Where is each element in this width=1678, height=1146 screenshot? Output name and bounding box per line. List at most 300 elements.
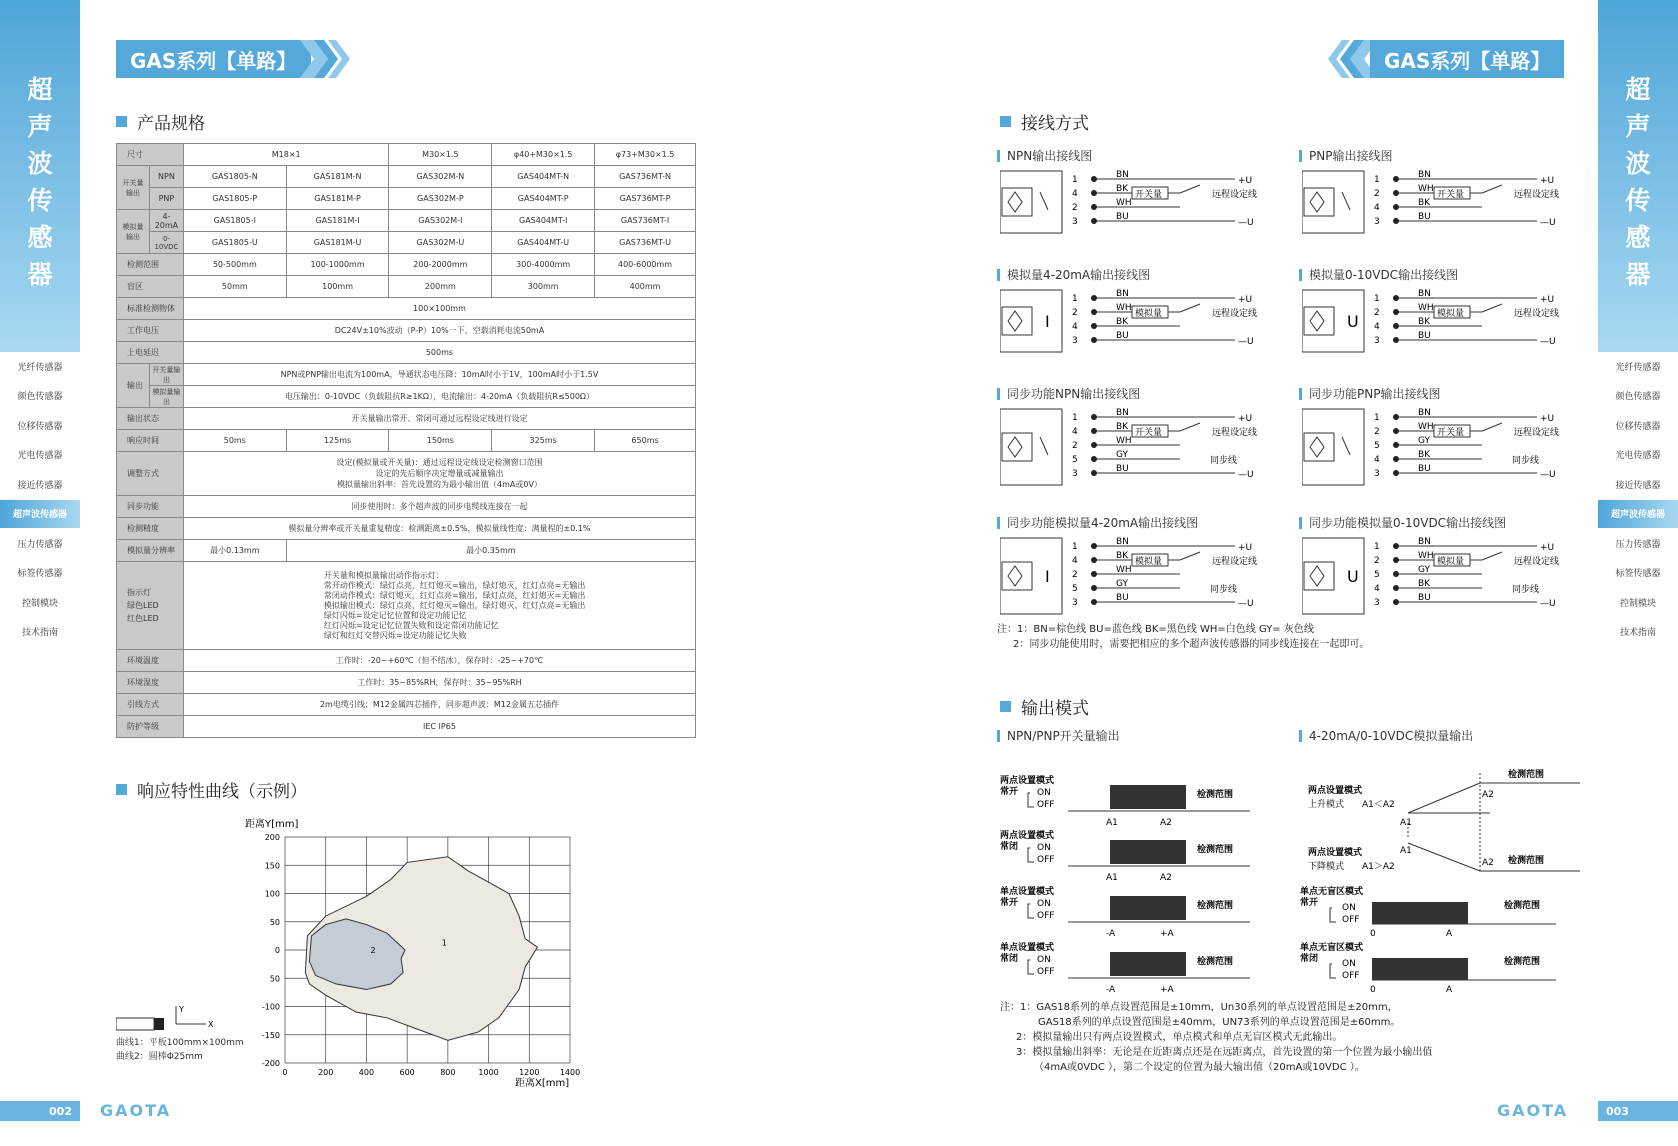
fall-line xyxy=(1408,843,1480,871)
x-tick-label: 400 xyxy=(358,1068,375,1077)
output-notes xyxy=(1000,1000,1432,1075)
sidebar-item[interactable]: 标签传感器 xyxy=(1598,559,1678,587)
output-box-label: 模拟量 xyxy=(1437,309,1465,319)
switch-contact xyxy=(1180,185,1200,193)
mode-name: 两点设置模式 xyxy=(1308,848,1363,858)
detect-zone xyxy=(1372,958,1468,980)
mode-name: 两点设置模式 xyxy=(1308,786,1363,796)
pin-number: 3 xyxy=(1072,469,1078,479)
point-label: A2 xyxy=(1160,873,1172,883)
wiring-note-2: 2：同步功能使用时，需要把相应的多个超声波传感器的同步线连接在一起即可。 xyxy=(1013,639,1370,650)
minus-terminal: —U xyxy=(1540,218,1556,228)
terminal xyxy=(1091,309,1097,315)
x-tick-label: 1000 xyxy=(478,1068,499,1077)
off-label: OFF xyxy=(1037,967,1055,977)
detect-zone xyxy=(1372,902,1468,924)
mode-type: 常闭 xyxy=(1300,954,1319,964)
point-label: -A xyxy=(1106,929,1116,939)
minus-terminal: —U xyxy=(1238,599,1254,609)
pin-number: 1 xyxy=(1072,413,1078,423)
wire-color: WH xyxy=(1116,303,1132,313)
output-timing-diagram xyxy=(1000,940,1260,996)
point-label: A1 xyxy=(1106,818,1118,828)
pin-number: 2 xyxy=(1072,308,1078,318)
point-label: A2 xyxy=(1482,790,1494,800)
output-note: （4mA或0VDC ），第二个设定的位置为最大输出值（20mA或10VDC ）。 xyxy=(1034,1062,1365,1073)
wire-color: WH xyxy=(1418,551,1434,561)
banner-title: GAS系列【单路】 xyxy=(130,48,297,73)
minus-terminal: —U xyxy=(1540,470,1556,480)
sidebar-title-char: 超 xyxy=(27,75,53,104)
wiring-diagram xyxy=(1302,407,1572,499)
plus-terminal: +U xyxy=(1238,543,1253,553)
pin-number: 3 xyxy=(1072,336,1078,346)
y-tick-label: 100 xyxy=(264,889,280,899)
plus-terminal: +U xyxy=(1238,295,1253,305)
minus-terminal: —U xyxy=(1540,599,1556,609)
left-sidebar xyxy=(0,0,80,1146)
y-tick-label: 50 xyxy=(269,974,280,984)
remote-line-label: 远程设定线 xyxy=(1212,428,1258,438)
output-box-label: 模拟量 xyxy=(1135,557,1163,567)
on-off-bracket xyxy=(1330,964,1336,978)
terminal xyxy=(1091,557,1097,563)
terminal xyxy=(1393,414,1399,420)
axis-x-label: X xyxy=(208,1020,214,1029)
pin-number: 2 xyxy=(1072,203,1078,213)
pin-number: 2 xyxy=(1374,189,1380,199)
sync-line-label: 同步线 xyxy=(1512,456,1540,466)
mode-type: 常开 xyxy=(1300,898,1319,908)
detect-label: 检测范围 xyxy=(1504,957,1541,967)
terminal xyxy=(1393,557,1399,563)
terminal xyxy=(1091,218,1097,224)
y-tick-label: -150 xyxy=(261,1030,280,1040)
wiring-diagram-title: 模拟量0-10VDC输出接线图 xyxy=(1299,266,1458,283)
pin-number: 1 xyxy=(1072,294,1078,304)
output-timing-diagram xyxy=(1000,828,1260,884)
wire-color: WH xyxy=(1116,436,1132,446)
off-label: OFF xyxy=(1037,911,1055,921)
pin-number: 4 xyxy=(1072,427,1078,437)
detect-zone xyxy=(1110,840,1186,864)
terminal xyxy=(1393,442,1399,448)
output-note: GAS18系列的单点设置范围是±40mm，UN73系列的单点设置范围是±60mm。 xyxy=(1038,1017,1401,1028)
switch-contact xyxy=(1482,423,1502,431)
sidebar-title-char: 感 xyxy=(1625,223,1651,252)
on-label: ON xyxy=(1037,899,1051,909)
banner-left xyxy=(116,40,311,78)
wire-color: BN xyxy=(1116,408,1129,418)
wiring-diagram xyxy=(1302,169,1572,247)
terminal xyxy=(1393,176,1399,182)
wire-color: BK xyxy=(1418,450,1431,460)
remote-line-label: 远程设定线 xyxy=(1514,190,1560,200)
remote-line-label: 远程设定线 xyxy=(1514,557,1560,567)
sidebar-item[interactable]: 控制模块 xyxy=(0,588,80,616)
point-label: +A xyxy=(1160,985,1174,995)
pin-number: 3 xyxy=(1374,336,1380,346)
detect-label: 检测范围 xyxy=(1197,957,1234,967)
terminal xyxy=(1393,337,1399,343)
detect-label: 检测范围 xyxy=(1508,856,1545,866)
pin-number: 3 xyxy=(1374,598,1380,608)
pin-number: 2 xyxy=(1072,570,1078,580)
wire-color: WH xyxy=(1116,565,1132,575)
banner-right xyxy=(1370,40,1564,78)
sidebar-title-char: 传 xyxy=(1625,186,1651,215)
detect-label: 检测范围 xyxy=(1197,790,1234,800)
mode-type: 常闭 xyxy=(1000,842,1019,852)
wiring-diagram-title: NPN输出接线图 xyxy=(997,147,1092,164)
sidebar-item[interactable]: 技术指南 xyxy=(0,618,80,646)
output-type-symbol: U xyxy=(1347,312,1359,331)
mode-name: 两点设置模式 xyxy=(1000,776,1055,786)
output-heading: 输出模式 xyxy=(1000,694,1089,719)
on-label: ON xyxy=(1342,903,1356,913)
sidebar-item[interactable]: 光纤传感器 xyxy=(0,352,80,380)
plus-terminal: +U xyxy=(1540,414,1555,424)
terminal xyxy=(1091,599,1097,605)
sidebar-item[interactable]: 颜色传感器 xyxy=(1598,382,1678,410)
x-tick-label: 800 xyxy=(440,1068,456,1077)
remote-line-label: 远程设定线 xyxy=(1514,309,1560,319)
terminal xyxy=(1091,470,1097,476)
sidebar-item[interactable]: 位移传感器 xyxy=(0,411,80,439)
terminal xyxy=(1091,456,1097,462)
analog-output-diagram xyxy=(1300,763,1590,883)
chart-ylabel: 距离Y[mm] xyxy=(245,819,299,830)
mode-type: 常闭 xyxy=(1000,954,1019,964)
output-note: 注：1：GAS18系列的单点设置范围是±10mm，Un30系列的单点设置范围是±20mm， xyxy=(1000,1002,1398,1013)
wire-color: BN xyxy=(1116,170,1129,180)
output-timing-diagram xyxy=(1300,940,1560,996)
output-note: 2：模拟量输出只有两点设置模式，单点模式和单点无盲区模式无此输出。 xyxy=(1016,1032,1343,1043)
sidebar-item[interactable]: 光电传感器 xyxy=(0,441,80,469)
pin-number: 4 xyxy=(1072,556,1078,566)
plus-terminal: +U xyxy=(1238,414,1253,424)
output-timing-diagram xyxy=(1000,884,1260,940)
sidebar-item[interactable]: 超声波传感器 xyxy=(0,500,80,528)
wire-color: GY xyxy=(1418,565,1431,575)
logo-right: GAOTA xyxy=(1497,1101,1569,1120)
on-off-bracket xyxy=(1028,960,1034,974)
off-label: OFF xyxy=(1037,855,1055,865)
sidebar-item[interactable]: 超声波传感器 xyxy=(1598,500,1678,528)
sidebar-title-char: 声 xyxy=(27,112,53,141)
minus-terminal: —U xyxy=(1238,337,1254,347)
page-number-left: 002 xyxy=(0,1101,80,1121)
mode-type: 上升模式 xyxy=(1308,800,1345,810)
wiring-diagram-title: PNP输出接线图 xyxy=(1299,147,1392,164)
wire-color: WH xyxy=(1418,303,1434,313)
sidebar-item[interactable]: 颜色传感器 xyxy=(0,382,80,410)
terminal xyxy=(1393,204,1399,210)
sidebar-title-char: 声 xyxy=(1625,112,1651,141)
mode-type: 常开 xyxy=(1000,787,1019,797)
x-tick-label: 200 xyxy=(318,1068,334,1077)
wiring-diagram xyxy=(1000,407,1270,499)
pin-number: 2 xyxy=(1072,441,1078,451)
sidebar-title-char: 器 xyxy=(1625,260,1651,289)
pin-number: 2 xyxy=(1374,427,1380,437)
mode-cond: A1＜A2 xyxy=(1362,800,1395,810)
mode-name: 单点无盲区模式 xyxy=(1300,887,1364,897)
pin-number: 3 xyxy=(1374,469,1380,479)
sidebar-item[interactable]: 接近传感器 xyxy=(0,470,80,498)
switch-contact xyxy=(1180,552,1200,560)
pin-number: 4 xyxy=(1072,322,1078,332)
x-tick-label: 1200 xyxy=(519,1068,540,1077)
point-label: 0 xyxy=(1370,985,1376,995)
mode-cond: A1＞A2 xyxy=(1362,862,1395,872)
switch-contact xyxy=(1482,304,1502,312)
detect-zone xyxy=(1110,952,1186,976)
remote-line-label: 远程设定线 xyxy=(1514,428,1560,438)
wire-color: GY xyxy=(1418,436,1431,446)
sidebar-item[interactable]: 光电传感器 xyxy=(1598,441,1678,469)
wire-color: WH xyxy=(1418,184,1434,194)
wire-color: BU xyxy=(1116,593,1129,603)
terminal xyxy=(1393,309,1399,315)
wire-color: BU xyxy=(1418,464,1431,474)
terminal xyxy=(1091,442,1097,448)
terminal xyxy=(1091,414,1097,420)
terminal xyxy=(1091,428,1097,434)
pin-number: 2 xyxy=(1374,556,1380,566)
terminal xyxy=(1393,543,1399,549)
plus-terminal: +U xyxy=(1540,176,1555,186)
plus-terminal: +U xyxy=(1540,295,1555,305)
wire-color: BK xyxy=(1116,184,1129,194)
terminal xyxy=(1091,543,1097,549)
terminal xyxy=(1091,190,1097,196)
point-label: A1 xyxy=(1400,846,1412,856)
detect-label: 检测范围 xyxy=(1508,770,1545,780)
output-note: 3：模拟量输出斜率：无论是在近距离点还是在远距离点，首先设置的第一个位置为最小输出值 xyxy=(1016,1047,1433,1058)
minus-terminal: —U xyxy=(1238,218,1254,228)
wire-color: WH xyxy=(1116,198,1132,208)
mode-name: 两点设置模式 xyxy=(1000,831,1055,841)
mode-name: 单点设置模式 xyxy=(1000,943,1055,953)
sensor-head xyxy=(1002,433,1032,461)
curve-2-label: 2 xyxy=(370,945,376,955)
point-label: A1 xyxy=(1106,873,1118,883)
on-off-bracket xyxy=(1028,848,1034,862)
output-box-label: 开关量 xyxy=(1437,428,1465,438)
wire-color: GY xyxy=(1116,450,1129,460)
sidebar-title-char: 波 xyxy=(27,149,53,178)
page-number-right: 003 xyxy=(1598,1101,1678,1121)
sidebar-item[interactable]: 技术指南 xyxy=(1598,618,1678,646)
terminal xyxy=(1091,204,1097,210)
axis-y-label: Y xyxy=(179,1005,184,1014)
wire-color: BK xyxy=(1418,317,1431,327)
point-label: +A xyxy=(1160,929,1174,939)
sidebar-item[interactable]: 压力传感器 xyxy=(0,529,80,557)
pin-number: 1 xyxy=(1072,542,1078,552)
detect-zone xyxy=(1110,785,1186,809)
sidebar-title-char: 波 xyxy=(1625,149,1651,178)
terminal xyxy=(1091,295,1097,301)
terminal xyxy=(1393,218,1399,224)
point-label: A xyxy=(1446,929,1453,939)
switch-contact xyxy=(1482,185,1502,193)
terminal xyxy=(1393,585,1399,591)
legend-curve-1: 曲线1：平板100mm×100mm xyxy=(116,1038,244,1048)
wire-color: BK xyxy=(1418,198,1431,208)
on-off-bracket xyxy=(1330,908,1336,922)
sidebar-title-char: 传 xyxy=(27,186,53,215)
pin-number: 4 xyxy=(1374,203,1380,213)
on-off-bracket xyxy=(1028,793,1034,807)
pin-number: 5 xyxy=(1374,441,1380,451)
on-label: ON xyxy=(1342,959,1356,969)
pin-number: 1 xyxy=(1374,175,1380,185)
output-type-symbol: U xyxy=(1347,567,1359,586)
pin-number: 4 xyxy=(1374,455,1380,465)
wire-color: BK xyxy=(1116,422,1129,432)
pin-number: 4 xyxy=(1374,322,1380,332)
terminal xyxy=(1393,190,1399,196)
chart-legend-sensor xyxy=(116,1004,226,1034)
sidebar-title-char: 超 xyxy=(1625,75,1651,104)
pin-number: 1 xyxy=(1374,413,1380,423)
wire-color: BU xyxy=(1116,464,1129,474)
mode-type: 常开 xyxy=(1000,898,1019,908)
wire-color: BN xyxy=(1116,537,1129,547)
sync-line-label: 同步线 xyxy=(1210,456,1238,466)
output-timing-diagram xyxy=(1300,884,1560,940)
wire-color: BK xyxy=(1116,317,1129,327)
mode-name: 单点无盲区模式 xyxy=(1300,943,1364,953)
point-label: A1 xyxy=(1400,818,1412,828)
detect-zone xyxy=(1110,896,1186,920)
y-tick-label: 200 xyxy=(264,833,280,842)
minus-terminal: —U xyxy=(1540,337,1556,347)
wiring-diagram xyxy=(1000,169,1270,247)
chart-xlabel: 距离X[mm] xyxy=(515,1078,570,1089)
wire-color: BK xyxy=(1418,579,1431,589)
sensor-head xyxy=(1304,433,1334,461)
terminal xyxy=(1393,295,1399,301)
wiring-heading: 接线方式 xyxy=(1000,109,1089,134)
output-box-label: 模拟量 xyxy=(1437,557,1465,567)
on-off-bracket xyxy=(1028,904,1034,918)
pin-number: 2 xyxy=(1374,308,1380,318)
mode-type: 下降模式 xyxy=(1308,862,1345,872)
terminal xyxy=(1393,571,1399,577)
logo-left: GAOTA xyxy=(100,1101,172,1120)
wire-color: BU xyxy=(1116,212,1129,222)
detect-label: 检测范围 xyxy=(1504,901,1541,911)
sidebar-item[interactable]: 压力传感器 xyxy=(1598,529,1678,557)
wire-color: BN xyxy=(1116,289,1129,299)
terminal xyxy=(1393,456,1399,462)
sidebar-item[interactable]: 控制模块 xyxy=(1598,588,1678,616)
wiring-diagram-title: 同步功能模拟量0-10VDC输出接线图 xyxy=(1299,514,1506,531)
output-type-symbol: I xyxy=(1045,312,1050,331)
pin-number: 1 xyxy=(1374,294,1380,304)
wire-color: GY xyxy=(1116,579,1129,589)
minus-terminal: —U xyxy=(1238,470,1254,480)
plus-terminal: +U xyxy=(1238,176,1253,186)
pin-number: 3 xyxy=(1072,598,1078,608)
sidebar-item[interactable]: 位移传感器 xyxy=(1598,411,1678,439)
pin-number: 3 xyxy=(1072,217,1078,227)
x-tick-label: 600 xyxy=(399,1068,415,1077)
terminal xyxy=(1091,337,1097,343)
off-label: OFF xyxy=(1342,971,1360,981)
wire-color: BK xyxy=(1116,551,1129,561)
sensor-head xyxy=(1002,307,1032,335)
output-box-label: 开关量 xyxy=(1135,190,1163,200)
point-label: A xyxy=(1446,985,1453,995)
wiring-diagram xyxy=(1302,288,1572,366)
y-tick-label: 0 xyxy=(274,946,280,955)
sidebar-item[interactable]: 光纤传感器 xyxy=(1598,352,1678,380)
sensor-head xyxy=(1304,188,1334,216)
terminal xyxy=(1091,585,1097,591)
terminal xyxy=(1393,428,1399,434)
x-tick-label: 1400 xyxy=(559,1068,581,1077)
wiring-note-1: 注：1：BN=棕色线 BU=蓝色线 BK=黑色线 WH=白色线 GY= 灰色线 xyxy=(997,624,1314,635)
wiring-diagram xyxy=(1302,536,1572,628)
point-label: -A xyxy=(1106,985,1116,995)
output-timing-diagram xyxy=(1000,773,1260,829)
output-type-symbol: I xyxy=(1045,567,1050,586)
sensor-head xyxy=(1002,562,1032,590)
wire-color: BN xyxy=(1418,289,1431,299)
sidebar-item[interactable]: 接近传感器 xyxy=(1598,470,1678,498)
wiring-diagram-title: 同步功能模拟量4-20mA输出接线图 xyxy=(997,514,1198,531)
output-box-label: 开关量 xyxy=(1437,190,1465,200)
curve-heading: 响应特性曲线（示例） xyxy=(116,777,307,802)
sidebar-item[interactable]: 标签传感器 xyxy=(0,559,80,587)
sync-line-label: 同步线 xyxy=(1210,585,1238,595)
chart-legend xyxy=(116,1036,244,1064)
legend-curve-2: 曲线2：圆棒Φ25mm xyxy=(116,1052,203,1062)
right-sidebar xyxy=(1598,0,1678,1146)
spec-heading: 产品规格 xyxy=(116,109,205,134)
banner-title: GAS系列【单路】 xyxy=(1384,48,1551,73)
terminal xyxy=(1393,599,1399,605)
pin-number: 1 xyxy=(1072,175,1078,185)
output-box-label: 模拟量 xyxy=(1135,309,1163,319)
wire-color: BN xyxy=(1418,170,1431,180)
wire-color: BU xyxy=(1418,593,1431,603)
off-label: OFF xyxy=(1037,800,1055,810)
terminal xyxy=(1393,470,1399,476)
sync-line-label: 同步线 xyxy=(1512,585,1540,595)
wiring-diagram-title: 同步功能NPN输出接线图 xyxy=(997,385,1140,402)
wire-color: BU xyxy=(1418,212,1431,222)
pin-number: 4 xyxy=(1072,189,1078,199)
switch-contact xyxy=(1180,304,1200,312)
sensor-head xyxy=(1304,307,1334,335)
remote-line-label: 远程设定线 xyxy=(1212,557,1258,567)
wiring-notes xyxy=(997,622,1369,652)
y-tick-label: 150 xyxy=(264,861,280,871)
terminal xyxy=(1091,323,1097,329)
wiring-diagram xyxy=(1000,288,1270,366)
wire-color: WH xyxy=(1418,422,1434,432)
wiring-diagram-title: 同步功能PNP输出接线图 xyxy=(1299,385,1440,402)
pin-number: 5 xyxy=(1072,584,1078,594)
output-box-label: 开关量 xyxy=(1135,428,1163,438)
output-sub-switch: NPN/PNP开关量输出 xyxy=(997,727,1120,744)
output-sub-analog: 4-20mA/0-10VDC模拟量输出 xyxy=(1299,727,1473,744)
